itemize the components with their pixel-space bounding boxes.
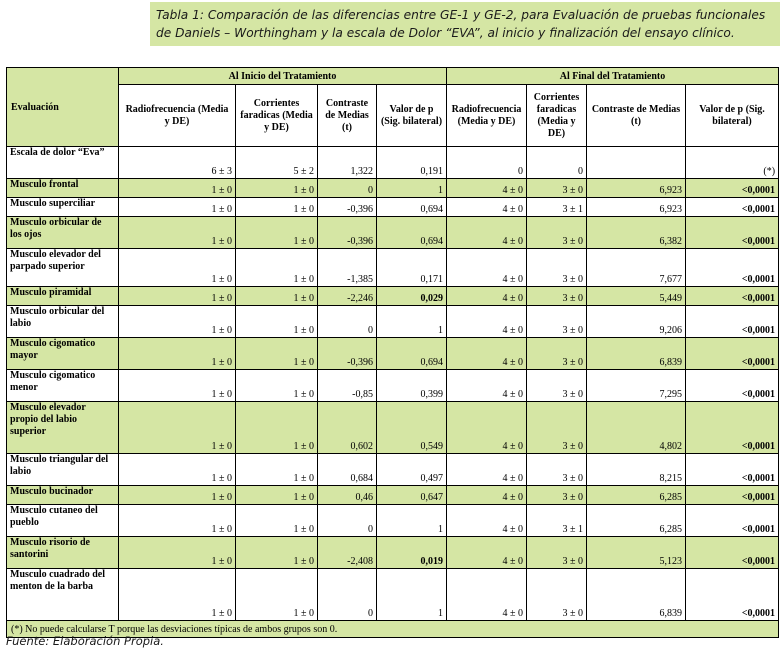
cell-value: <0,0001 bbox=[686, 217, 779, 249]
row-label: Musculo elevador del parpado superior bbox=[7, 249, 119, 287]
cell-value: 0,602 bbox=[318, 402, 377, 454]
cell-value: 6,285 bbox=[587, 505, 686, 537]
cell-value: 5,449 bbox=[587, 287, 686, 306]
cell-value: 0,694 bbox=[377, 338, 447, 370]
cell-value: 4 ± 0 bbox=[447, 454, 527, 486]
cell-value: 1 ± 0 bbox=[119, 486, 236, 505]
cell-value: <0,0001 bbox=[686, 505, 779, 537]
caption-text: Comparación de las diferencias entre GE-1 y GE-2, para Evaluación de pruebas funcionales de Daniels – Worthingham y la escala de Dolor “EVA”, al inicio y finalización del ensayo clínico. bbox=[156, 8, 766, 40]
cell-value: 1 bbox=[377, 179, 447, 198]
cell-value: <0,0001 bbox=[686, 338, 779, 370]
cell-value: 7,295 bbox=[587, 370, 686, 402]
cell-value: 8,215 bbox=[587, 454, 686, 486]
results-table bbox=[6, 67, 779, 638]
cell-value: 1 ± 0 bbox=[119, 505, 236, 537]
cell-value: <0,0001 bbox=[686, 454, 779, 486]
cell-value bbox=[587, 147, 686, 179]
cell-value: 1 ± 0 bbox=[119, 306, 236, 338]
cell-value: 4 ± 0 bbox=[447, 569, 527, 621]
cell-value: 0,46 bbox=[318, 486, 377, 505]
row-label: Musculo cigomatico mayor bbox=[7, 338, 119, 370]
cell-value: 5 ± 2 bbox=[236, 147, 318, 179]
cell-value: 4 ± 0 bbox=[447, 370, 527, 402]
col-header: Radiofrecuencia (Media y DE) bbox=[119, 85, 236, 147]
cell-value: 0,019 bbox=[377, 537, 447, 569]
cell-value: 0,549 bbox=[377, 402, 447, 454]
row-label: Musculo orbicular de los ojos bbox=[7, 217, 119, 249]
cell-value: 1 ± 0 bbox=[119, 569, 236, 621]
cell-value: 3 ± 0 bbox=[527, 338, 587, 370]
cell-value: <0,0001 bbox=[686, 198, 779, 217]
table-row bbox=[7, 537, 779, 569]
cell-value: 1 ± 0 bbox=[236, 569, 318, 621]
table-row bbox=[7, 287, 779, 306]
col-header: Radiofrecuencia (Media y DE) bbox=[447, 85, 527, 147]
cell-value: <0,0001 bbox=[686, 486, 779, 505]
row-label: Musculo orbicular del labio bbox=[7, 306, 119, 338]
cell-value: -1,385 bbox=[318, 249, 377, 287]
cell-value: 6,923 bbox=[587, 198, 686, 217]
cell-value: 1 ± 0 bbox=[119, 370, 236, 402]
cell-value: 6,923 bbox=[587, 179, 686, 198]
table-row bbox=[7, 198, 779, 217]
cell-value: <0,0001 bbox=[686, 370, 779, 402]
cell-value: 1 ± 0 bbox=[119, 454, 236, 486]
row-label: Musculo piramidal bbox=[7, 287, 119, 306]
cell-value: 4 ± 0 bbox=[447, 338, 527, 370]
cell-value: 0 bbox=[318, 505, 377, 537]
cell-value: 7,677 bbox=[587, 249, 686, 287]
cell-value: 3 ± 0 bbox=[527, 179, 587, 198]
cell-value: 1 ± 0 bbox=[119, 402, 236, 454]
cell-value: 4 ± 0 bbox=[447, 306, 527, 338]
cell-value: 6 ± 3 bbox=[119, 147, 236, 179]
cell-value: 1 ± 0 bbox=[236, 454, 318, 486]
row-label: Musculo elevador propio del labio superior bbox=[7, 402, 119, 454]
col-header: Contraste de Medias (t) bbox=[318, 85, 377, 147]
table-row bbox=[7, 147, 779, 179]
cell-value: 0,171 bbox=[377, 249, 447, 287]
table-row bbox=[7, 505, 779, 537]
table-row bbox=[7, 306, 779, 338]
row-label: Musculo superciliar bbox=[7, 198, 119, 217]
cell-value: 3 ± 0 bbox=[527, 537, 587, 569]
cell-value: 1 ± 0 bbox=[236, 402, 318, 454]
row-label: Musculo cuadrado del menton de la barba bbox=[7, 569, 119, 621]
cell-value: <0,0001 bbox=[686, 402, 779, 454]
cell-value: 0,694 bbox=[377, 198, 447, 217]
cell-value: 1 ± 0 bbox=[236, 537, 318, 569]
table-row bbox=[7, 338, 779, 370]
col-header: Corrientes faradicas (Media y DE) bbox=[527, 85, 587, 147]
row-label: Musculo risorio de santorini bbox=[7, 537, 119, 569]
cell-value: 1 ± 0 bbox=[119, 217, 236, 249]
cell-value: 1,322 bbox=[318, 147, 377, 179]
cell-value: 3 ± 0 bbox=[527, 454, 587, 486]
cell-value: 1 ± 0 bbox=[236, 249, 318, 287]
footnote: (*) No puede calcularse T porque las desviaciones típicas de ambos grupos son 0. bbox=[7, 621, 779, 638]
cell-value: 1 ± 0 bbox=[119, 179, 236, 198]
cell-value: 0 bbox=[318, 306, 377, 338]
cell-value: 1 ± 0 bbox=[119, 537, 236, 569]
cell-value: -0,396 bbox=[318, 217, 377, 249]
row-label: Musculo frontal bbox=[7, 179, 119, 198]
cell-value: 6,839 bbox=[587, 338, 686, 370]
cell-value: 1 bbox=[377, 569, 447, 621]
cell-value: (*) bbox=[686, 147, 779, 179]
table-row bbox=[7, 569, 779, 621]
cell-value: 1 ± 0 bbox=[236, 179, 318, 198]
table-caption bbox=[150, 2, 780, 46]
cell-value: -0,396 bbox=[318, 198, 377, 217]
cell-value: 1 bbox=[377, 306, 447, 338]
cell-value: 0 bbox=[447, 147, 527, 179]
table-row bbox=[7, 454, 779, 486]
cell-value: 3 ± 1 bbox=[527, 198, 587, 217]
col-header: Valor de p (Sig. bilateral) bbox=[377, 85, 447, 147]
column-header-row bbox=[7, 85, 779, 147]
cell-value: 3 ± 0 bbox=[527, 402, 587, 454]
cell-value: 0 bbox=[318, 569, 377, 621]
row-label: Musculo cigomatico menor bbox=[7, 370, 119, 402]
eval-header: Evaluación bbox=[7, 68, 119, 147]
cell-value: 0 bbox=[527, 147, 587, 179]
table-row bbox=[7, 249, 779, 287]
cell-value: 3 ± 0 bbox=[527, 370, 587, 402]
cell-value: -0,396 bbox=[318, 338, 377, 370]
cell-value: <0,0001 bbox=[686, 569, 779, 621]
cell-value: 0,694 bbox=[377, 217, 447, 249]
caption-prefix: Tabla 1: bbox=[156, 8, 204, 22]
cell-value: 4 ± 0 bbox=[447, 179, 527, 198]
cell-value: 4 ± 0 bbox=[447, 537, 527, 569]
cell-value: 1 ± 0 bbox=[236, 198, 318, 217]
cell-value: 3 ± 0 bbox=[527, 486, 587, 505]
row-label: Musculo triangular del labio bbox=[7, 454, 119, 486]
cell-value: -2,408 bbox=[318, 537, 377, 569]
cell-value: 1 bbox=[377, 505, 447, 537]
cell-value: <0,0001 bbox=[686, 287, 779, 306]
cell-value: 3 ± 0 bbox=[527, 249, 587, 287]
cell-value: 1 ± 0 bbox=[236, 217, 318, 249]
cell-value: 0,684 bbox=[318, 454, 377, 486]
cell-value: 4 ± 0 bbox=[447, 402, 527, 454]
cell-value: 0,191 bbox=[377, 147, 447, 179]
cell-value: 4 ± 0 bbox=[447, 198, 527, 217]
group-header-row bbox=[7, 68, 779, 85]
cell-value: 3 ± 0 bbox=[527, 306, 587, 338]
cell-value: 1 ± 0 bbox=[119, 198, 236, 217]
table-row bbox=[7, 217, 779, 249]
cell-value: <0,0001 bbox=[686, 249, 779, 287]
cell-value: <0,0001 bbox=[686, 306, 779, 338]
cell-value: 0 bbox=[318, 179, 377, 198]
cell-value: 0,647 bbox=[377, 486, 447, 505]
group-end-header: Al Final del Tratamiento bbox=[447, 68, 779, 85]
row-label: Musculo cutaneo del pueblo bbox=[7, 505, 119, 537]
cell-value: 4,802 bbox=[587, 402, 686, 454]
col-header: Contraste de Medias (t) bbox=[587, 85, 686, 147]
cell-value: 6,285 bbox=[587, 486, 686, 505]
cell-value: 0,029 bbox=[377, 287, 447, 306]
cell-value: 9,206 bbox=[587, 306, 686, 338]
cell-value: 1 ± 0 bbox=[236, 306, 318, 338]
cell-value: 4 ± 0 bbox=[447, 486, 527, 505]
table-row bbox=[7, 179, 779, 198]
cell-value: 5,123 bbox=[587, 537, 686, 569]
col-header: Corrientes faradicas (Media y DE) bbox=[236, 85, 318, 147]
col-header: Valor de p (Sig. bilateral) bbox=[686, 85, 779, 147]
table-row bbox=[7, 370, 779, 402]
group-start-header: Al Inicio del Tratamiento bbox=[119, 68, 447, 85]
cell-value: 4 ± 0 bbox=[447, 217, 527, 249]
cell-value: 0,497 bbox=[377, 454, 447, 486]
row-label: Musculo bucinador bbox=[7, 486, 119, 505]
source-note: Fuente: Elaboración Propia. bbox=[6, 634, 164, 648]
cell-value: 1 ± 0 bbox=[119, 249, 236, 287]
cell-value: 1 ± 0 bbox=[236, 338, 318, 370]
table-body bbox=[7, 147, 779, 638]
table-row bbox=[7, 486, 779, 505]
cell-value: 3 ± 1 bbox=[527, 505, 587, 537]
row-label: Escala de dolor “Eva” bbox=[7, 147, 119, 179]
table-row bbox=[7, 402, 779, 454]
cell-value: 0,399 bbox=[377, 370, 447, 402]
cell-value: 3 ± 0 bbox=[527, 287, 587, 306]
cell-value: <0,0001 bbox=[686, 537, 779, 569]
cell-value: 1 ± 0 bbox=[236, 287, 318, 306]
cell-value: 3 ± 0 bbox=[527, 217, 587, 249]
cell-value: 4 ± 0 bbox=[447, 505, 527, 537]
cell-value: -2,246 bbox=[318, 287, 377, 306]
cell-value: 3 ± 0 bbox=[527, 569, 587, 621]
cell-value: -0,85 bbox=[318, 370, 377, 402]
cell-value: 1 ± 0 bbox=[236, 505, 318, 537]
cell-value: 1 ± 0 bbox=[119, 338, 236, 370]
cell-value: 6,382 bbox=[587, 217, 686, 249]
cell-value: 1 ± 0 bbox=[236, 370, 318, 402]
cell-value: <0,0001 bbox=[686, 179, 779, 198]
cell-value: 6,839 bbox=[587, 569, 686, 621]
cell-value: 1 ± 0 bbox=[236, 486, 318, 505]
cell-value: 4 ± 0 bbox=[447, 287, 527, 306]
cell-value: 4 ± 0 bbox=[447, 249, 527, 287]
cell-value: 1 ± 0 bbox=[119, 287, 236, 306]
